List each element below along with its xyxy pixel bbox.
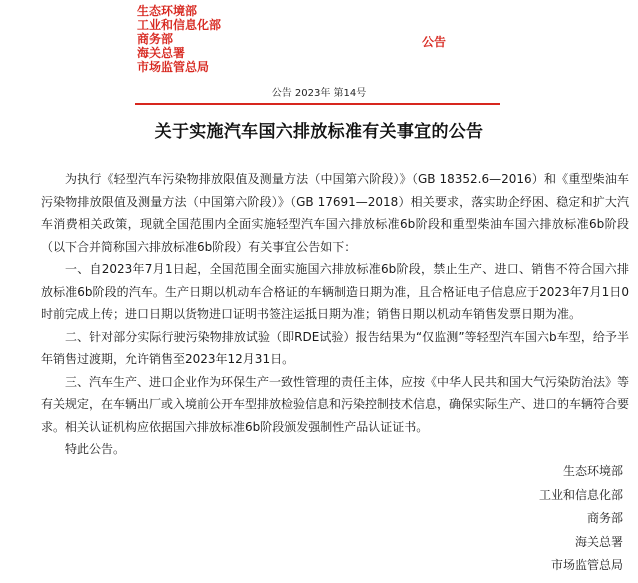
document-body (41, 168, 629, 461)
paragraph-item-3: 三、汽车生产、进口企业作为环保生产一致性管理的责任主体，应按《中华人民共和国大气污染防治法》等有关规定，在车辆出厂或入境前公开车型排放检验信息和污染控制技术信息，确保实际生产、进口的车辆符合要求。相关认证机构应依据国六排放标准6b阶段颁发强制性产品认证证书。 (41, 374, 630, 434)
red-divider-line (135, 103, 500, 105)
issuer-name: 生态环境部 (137, 4, 198, 18)
signatory: 工业和信息化部 (538, 487, 623, 502)
document-number: 公告 2023年 第14号 (271, 88, 367, 99)
signatory: 市场监管总局 (550, 558, 623, 572)
document-header (0, 0, 638, 104)
issuer-name: 海关总署 (137, 46, 186, 60)
notice-label: 公告 (422, 35, 447, 49)
signatory: 商务部 (586, 511, 623, 525)
issuer-name: 商务部 (137, 32, 174, 46)
paragraph-closing: 特此公告。 (65, 442, 126, 456)
issuer-name: 工业和信息化部 (137, 18, 222, 32)
paragraph-item-2: 二、针对部分实际行驶污染物排放试验（即RDE试验）报告结果为“仅监测”等轻型汽车国六b车型，给予半年销售过渡期，允许销售至2023年12月31日。 (41, 329, 629, 366)
paragraph-item-1: 一、自2023年7月1日起，全国范围全面实施国六排放标准6b阶段，禁止生产、进口、销售不符合国六排放标准6b阶段的汽车。生产日期以机动车合格证的车辆制造日期为准，且合格证电子信息应于2023年7月1日0时前完成上传；进口日期以货物进口证明书签注运抵日期为准；销售日期以机动车销售发票日期为准。 (41, 262, 629, 321)
issuer-name: 市场监管总局 (137, 60, 210, 74)
signatory: 海关总署 (574, 534, 623, 549)
document-title: 关于实施汽车国六排放标准有关事宜的公告 (154, 122, 484, 142)
paragraph-intro: 为执行《轻型汽车污染物排放限值及测量方法（中国第六阶段）》（GB 18352.6—2016）和《重型柴油车污染物排放限值及测量方法（中国第六阶段）》（GB 17691—2018）相关要求，落实助企纾困、稳定和扩大汽车消费相关政策，现就全国范围内全面实施轻型汽车国六排放标准6b阶段和重型柴油车国六排放标准6b阶段（以下合并简称国六排放标准6b阶段）有关事宜公告如下： (41, 172, 629, 254)
signatory: 生态环境部 (562, 464, 623, 478)
signature-block (539, 460, 623, 578)
issuer-list (137, 4, 221, 74)
